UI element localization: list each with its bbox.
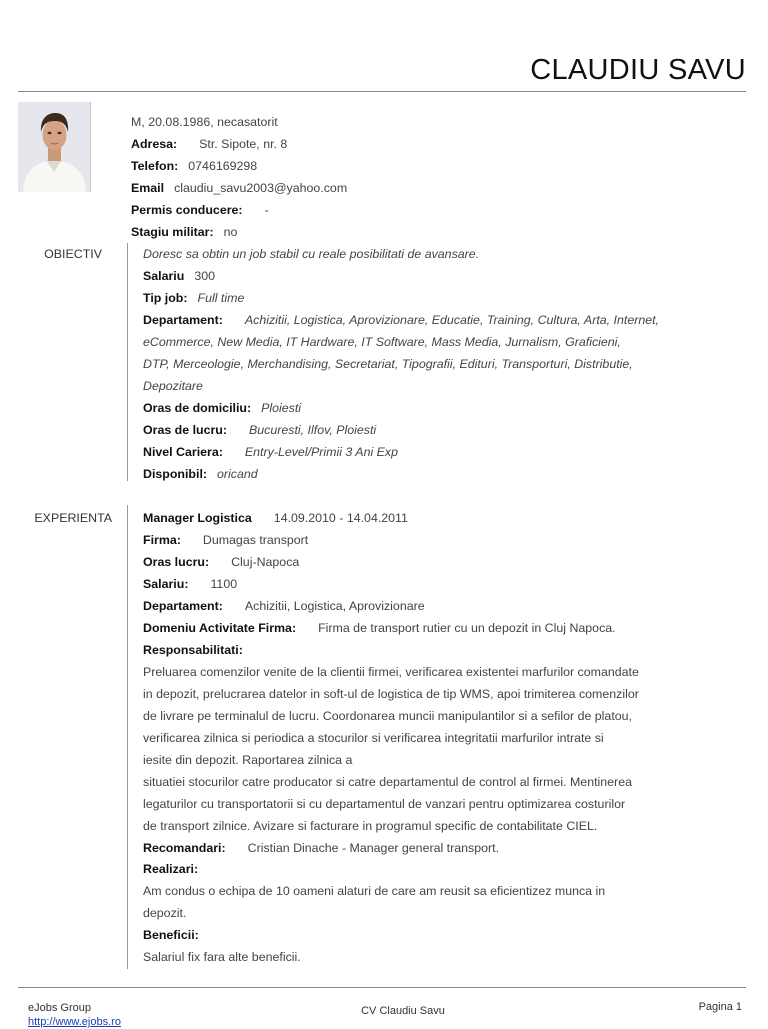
responsibilities-line: in depozit, prelucrarea datelor in soft-ul de logistica de tip WMS, apoi trimiterea comenzilor: [143, 687, 639, 701]
career-level-value: Entry-Level/Primii 3 Ani Exp: [244, 445, 399, 459]
responsibilities-line: Preluarea comenzilor venite de la clientii firmei, verificarea existentei marfurilor comandate: [143, 665, 639, 679]
objective-salary-value: 300: [194, 269, 216, 283]
home-city-row: [143, 400, 301, 416]
license-row: [131, 202, 269, 218]
candidate-name: CLAUDIU SAVU: [530, 54, 746, 86]
company-row: [143, 532, 308, 548]
recommendations-value: Cristian Dinache - Manager general transport.: [247, 841, 500, 855]
military-label: Stagiu militar:: [131, 225, 214, 239]
achievements-line: depozit.: [143, 906, 187, 920]
career-level-label: Nivel Cariera:: [143, 445, 223, 459]
work-city-row: [143, 422, 376, 438]
title-divider: [18, 91, 746, 92]
responsibilities-label: Responsabilitati:: [143, 643, 243, 657]
experience-divider: [127, 505, 128, 969]
objective-salary-row: [143, 268, 215, 284]
recommendations-label: Recomandari:: [143, 841, 226, 855]
job-type-row: [143, 290, 244, 306]
department-row: [143, 312, 659, 328]
responsibilities-line: de livrare pe terminalul de lucru. Coordonarea muncii manipulantilor si a sefilor de platou,: [143, 709, 632, 723]
experience-salary-label: Salariu:: [143, 577, 189, 591]
responsibilities-line: de transport zilnice. Avizare si facturare in programul specific de contabilitate CIEL.: [143, 819, 598, 833]
address-row: [131, 136, 287, 152]
position-period: 14.09.2010 - 14.04.2011: [273, 511, 408, 525]
military-value: no: [223, 225, 238, 239]
footer-page-number: Pagina 1: [698, 1001, 742, 1013]
phone-value: 0746169298: [188, 159, 258, 173]
work-location-label: Oras lucru:: [143, 555, 210, 569]
objective-statement: [143, 246, 479, 262]
footer-company: eJobs Group: [28, 1002, 91, 1014]
objective-statement-text: Doresc sa obtin un job stabil cu reale posibilitati de avansare.: [143, 247, 480, 261]
experience-department-value: Achizitii, Logistica, Aprovizionare: [244, 599, 425, 613]
home-city-label: Oras de domiciliu:: [143, 401, 252, 415]
experience-department-row: [143, 598, 425, 614]
department-line: Achizitii, Logistica, Aprovizionare, Educatie, Training, Cultura, Arta, Internet,: [244, 313, 660, 327]
personal-summary-text: M, 20.08.1986, necasatorit: [131, 115, 278, 129]
objective-divider: [127, 243, 128, 481]
work-location-row: [143, 554, 299, 570]
footer-website-link[interactable]: http://www.ejobs.ro: [28, 1016, 121, 1028]
company-label: Firma:: [143, 533, 181, 547]
work-city-value: Bucuresti, Ilfov, Ploiesti: [249, 423, 377, 437]
phone-label: Telefon:: [131, 159, 179, 173]
availability-row: [143, 466, 258, 482]
phone-row: [131, 158, 257, 174]
availability-label: Disponibil:: [143, 467, 208, 481]
benefits-value: Salariul fix fara alte beneficii.: [143, 950, 301, 964]
benefits-label: Beneficii:: [143, 928, 199, 942]
email-row: [131, 180, 347, 196]
career-level-row: [143, 444, 398, 460]
email-label: Email: [131, 181, 165, 195]
responsibilities-line: verificarea zilnica si periodica a stocurilor si verificarea integritatii marfurilor intrate si: [143, 731, 604, 745]
job-type-value: Full time: [197, 291, 245, 305]
position-title: Manager Logistica: [143, 511, 252, 525]
achievements-line: Am condus o echipa de 10 oameni alaturi de care am reusit sa eficientizez munca in: [143, 884, 606, 898]
department-label: Departament:: [143, 313, 223, 327]
company-domain-label: Domeniu Activitate Firma:: [143, 621, 297, 635]
address-label: Adresa:: [131, 137, 178, 151]
responsibilities-line: situatiei stocurilor catre producator si catre departamentul de control al firmei. Mentinerea: [143, 775, 632, 789]
license-value: -: [264, 203, 269, 217]
experience-salary-value: 1100: [210, 577, 238, 591]
job-type-label: Tip job:: [143, 291, 188, 305]
experience-department-label: Departament:: [143, 599, 223, 613]
footer-divider: [18, 987, 746, 988]
objective-salary-label: Salariu: [143, 269, 185, 283]
position-row: [143, 510, 408, 526]
candidate-photo: [18, 102, 91, 192]
personal-summary: [131, 114, 278, 130]
work-location-value: Cluj-Napoca: [231, 555, 300, 569]
home-city-value: Ploiesti: [261, 401, 302, 415]
department-line: Depozitare: [143, 379, 203, 393]
responsibilities-line: legaturilor cu transportatorii si cu departamentul de vanzari pentru optimizarea costurilor: [143, 797, 626, 811]
company-domain-value: Firma de transport rutier cu un depozit in Cluj Napoca.: [318, 621, 616, 635]
license-label: Permis conducere:: [131, 203, 243, 217]
experience-salary-row: [143, 576, 237, 592]
company-domain-row: [143, 620, 616, 636]
address-value: Str. Sipote, nr. 8: [199, 137, 288, 151]
section-label-experience: EXPERIENTA: [34, 511, 112, 525]
photo-border: [90, 102, 91, 192]
portrait-image: [18, 102, 91, 192]
responsibilities-line: iesite din depozit. Raportarea zilnica a: [143, 753, 353, 767]
department-line: eCommerce, New Media, IT Hardware, IT Software, Mass Media, Jurnalism, Graficieni,: [143, 335, 621, 349]
achievements-label: Realizari:: [143, 862, 199, 876]
recommendations-row: [143, 840, 499, 856]
section-label-objective: OBIECTIV: [44, 247, 102, 261]
company-value: Dumagas transport: [202, 533, 309, 547]
footer-doc-title: CV Claudiu Savu: [361, 1005, 445, 1017]
availability-value: oricand: [217, 467, 258, 481]
work-city-label: Oras de lucru:: [143, 423, 228, 437]
email-value: claudiu_savu2003@yahoo.com: [174, 181, 348, 195]
department-line: DTP, Merceologie, Merchandising, Secretariat, Tipografii, Edituri, Transporturi, Distributie,: [143, 357, 633, 371]
military-row: [131, 224, 237, 240]
